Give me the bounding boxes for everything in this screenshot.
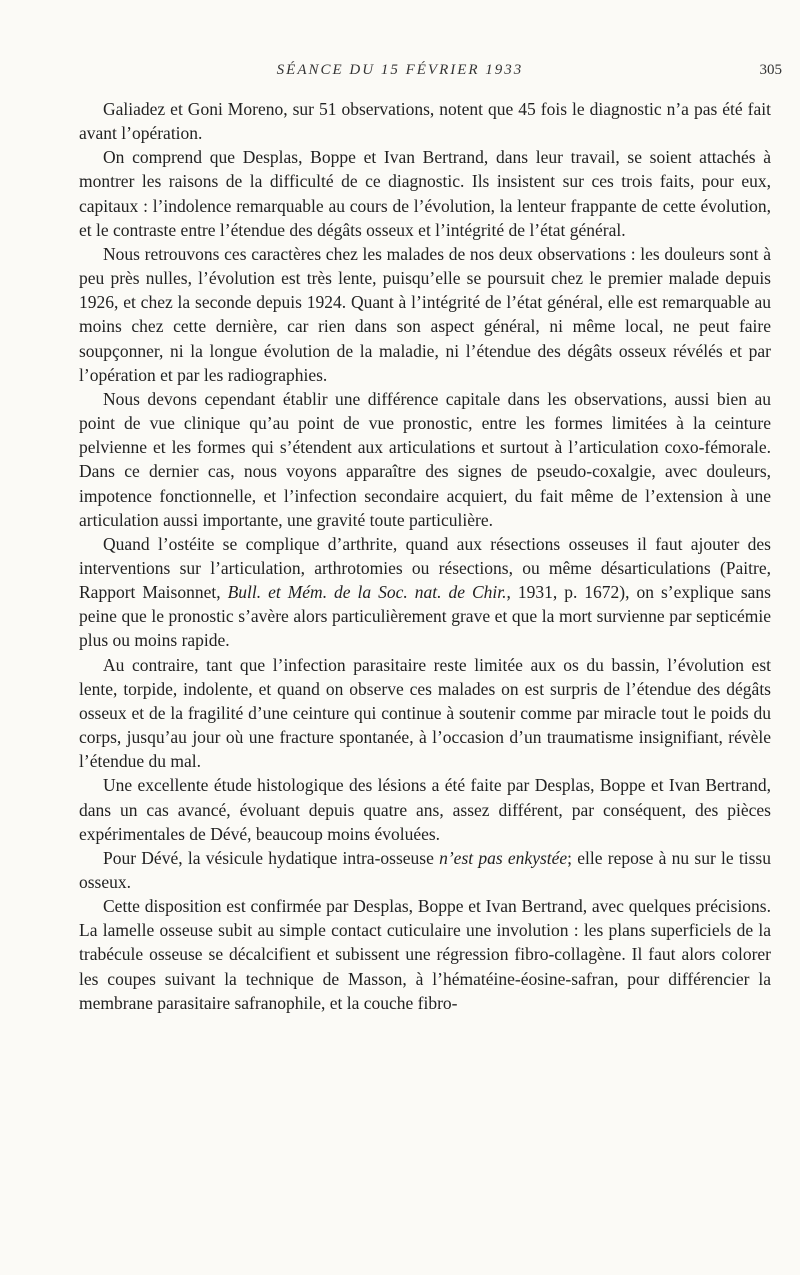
paragraph-text: Galiadez et Goni Moreno, sur 51 observations, notent que 45 fois le diagnostic n’a pas été fait avant l’opération. [79,99,771,144]
paragraph-text: Cette disposition est confirmée par Desplas, Boppe et Ivan Bertrand, avec quelques précisions. La lamelle osseuse subit au simple contact cuticulaire une involution : les plans superficiels de la trabécule osseuse se décalcifient et subissent une régression fibro-collagène. Il faut alors colorer les coupes suivant la technique de Masson, à l’hématéine-éosine-safran, pour différencier la membrane parasitaire safranophile, et la couche fibro- [79,896,771,1013]
paragraph [79,773,771,845]
body-text [79,97,771,1015]
paragraph [79,97,771,145]
paragraph-text: Quand l’ostéite se complique d’arthrite, quand aux résections osseuses il faut ajouter des interventions sur l’articulation, arthrotomies ou résections, ou même désarticulations (Paitre, Rapport Maisonnet, [79,533,771,603]
paragraph [79,846,771,894]
paragraph-text: On comprend que Desplas, Boppe et Ivan Bertrand, dans leur travail, se soient attachés à montrer les raisons de la difficulté de ce diagnostic. Ils insistent sur ces trois faits, pour eux, capitaux : l’indolence remarquable au cours de l’évolution, la lenteur frappante de cette évolution, et le contraste entre l’étendue des dégâts osseux et l’intégrité de l’état général. [79,147,771,240]
journal-citation: Bull. et Mém. de la Soc. nat. de Chir. [227,582,507,603]
paragraph-text: Une excellente étude histologique des lésions a été faite par Desplas, Boppe et Ivan Bertrand, dans un cas avancé, évoluant depuis quatre ans, assez différent, par conséquent, des pièces expérimentales de Dévé, beaucoup moins évoluées. [79,775,771,844]
emphasis-text: n’est pas enkystée [439,847,568,868]
running-title: SÉANCE DU 15 FÉVRIER 1933 [276,62,524,78]
paragraph [79,532,771,653]
page-number: 305 [759,62,782,78]
paragraph-text: , 1931, p. 1672), on s’explique sans peine que le pronostic s’avère alors particulièrement grave et que la mort survienne par septicémie plus ou moins rapide. [79,582,771,651]
paragraph [79,387,771,532]
paragraph [79,653,771,774]
paragraph [79,242,771,387]
paragraph-text: Nous devons cependant établir une différence capitale dans les observations, aussi bien au point de vue clinique qu’au point de vue pronostic, entre les formes limitées à la ceinture pelvienne et les formes qui s’étendent aux articulations et surtout à l’articulation coxo-fémorale. Dans ce dernier cas, nous voyons apparaître des signes de pseudo-coxalgie, avec douleurs, impotence fonctionnelle, et l’infection secondaire acquiert, du fait même de l’extension à une articulation aussi importante, une gravité toute particulière. [79,388,771,530]
paragraph-text: Au contraire, tant que l’infection parasitaire reste limitée aux os du bassin, l’évolution est lente, torpide, indolente, et quand on observe ces malades on est surpris de l’étendue des dégâts osseux et de la fragilité d’une ceinture qui continue à soutenir comme par miracle tout le poids du corps, jusqu’au jour où une fracture spontanée, à l’occasion d’un traumatisme insignifiant, révèle l’étendue du mal. [79,654,771,772]
paragraph-text: Nous retrouvons ces caractères chez les malades de nos deux observations : les douleurs sont à peu près nulles, l’évolution est très lente, puisqu’elle se poursuit chez le premier malade depuis 1926, et chez la seconde depuis 1924. Quant à l’intégrité de l’état général, elle est remarquable au moins chez cette dernière, car rien dans son aspect général, ni même local, ne peut faire soupçonner, ni la longue évolution de la maladie, ni l’étendue des dégâts osseux révélés et par l’opération et par les radiographies. [79,243,771,385]
paragraph [79,145,771,242]
paragraph-text: ; elle repose à nu sur le tissu osseux. [79,847,771,892]
paragraph-text: Pour Dévé, la vésicule hydatique intra-osseuse [103,847,440,868]
paragraph [79,894,771,1015]
running-head [0,62,800,82]
